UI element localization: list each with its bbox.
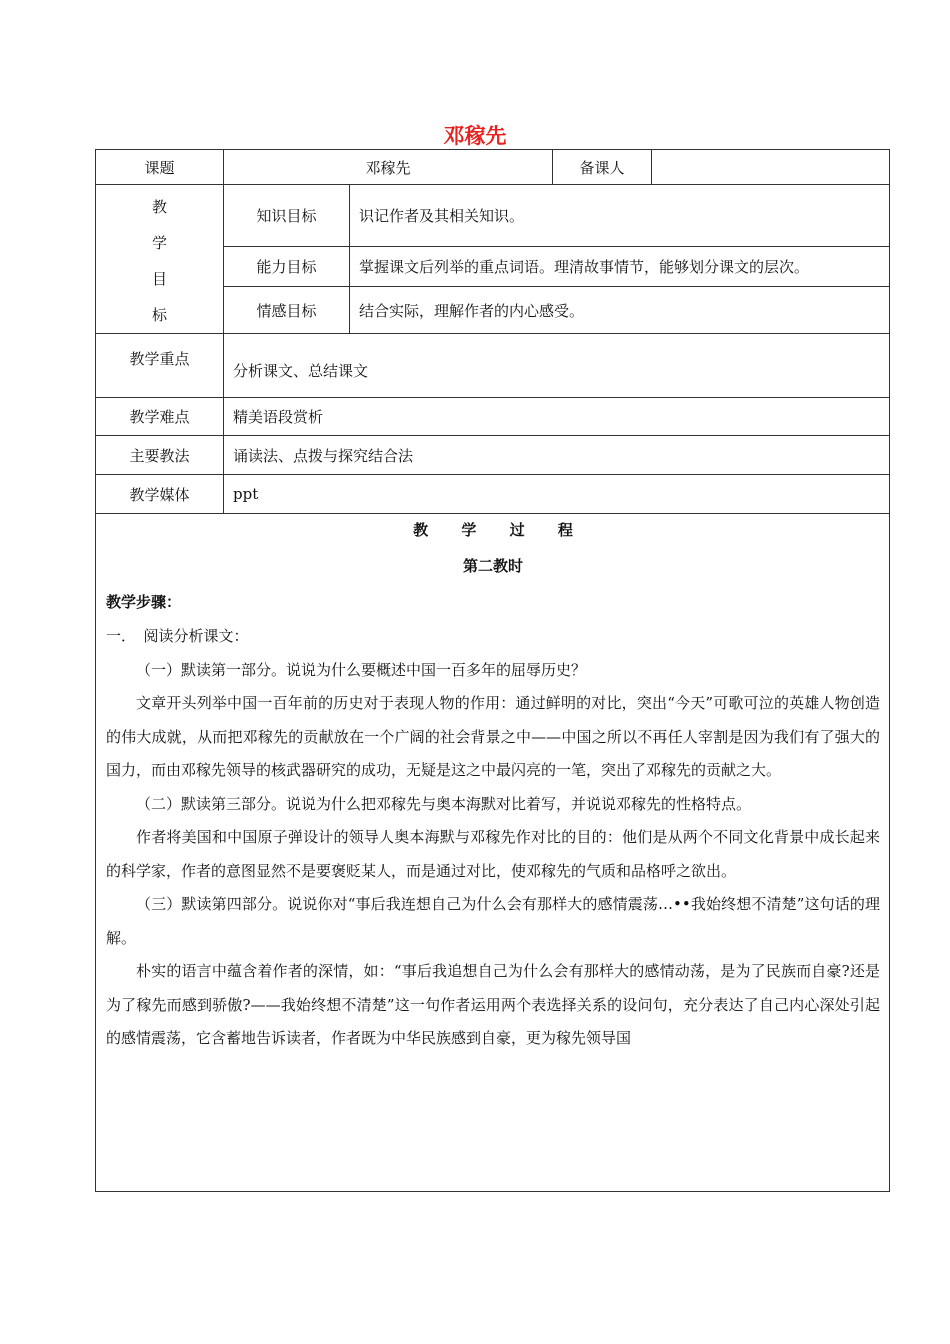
objective-label: 知识目标 [224,185,350,247]
objective-value: 掌握课文后列举的重点词语。理清故事情节，能够划分课文的层次。 [350,247,890,287]
process-paragraph: 文章开头列举中国一百年前的历史对于表现人物的作用：通过鲜明的对比，突出“今天”可歌可泣的英雄人物创造的伟大成就，从而把邓稼先的贡献放在一个广阔的社会背景之中——中国之所以不再任人宰割是因为我们有了强大的国力，而由邓稼先领导的核武器研究的成功，无疑是这之中最闪亮的一笔，突出了邓稼先的贡献之大。 [106,694,881,779]
difficulty-row [96,398,890,436]
preparer-value [652,150,890,185]
page-title: 邓稼先 [443,124,507,148]
focus-label: 教学重点 [96,334,224,398]
period-heading: 第二教时 [463,557,524,575]
process-paragraph: 作者将美国和中国原子弹设计的领导人奥本海默与邓稼先作对比的目的：他们是从两个不同文化背景中成长起来的科学家，作者的意图显然不是要褒贬某人，而是通过对比，使邓稼先的气质和品格呼之欲出。 [106,828,881,880]
objective-row-knowledge [96,185,890,247]
lesson-plan-table [95,149,890,1192]
topic-value: 邓稼先 [224,150,553,185]
process-paragraph: 一． 阅读分析课文： [106,627,249,645]
methods-row [96,436,890,475]
difficulty-label: 教学难点 [96,398,224,436]
preparer-label: 备课人 [553,150,652,185]
process-paragraph: 朴实的语言中蕴含着作者的深情，如：“事后我追想自己为什么会有那样大的感情动荡，是为了民族而自豪?还是为了稼先而感到骄傲?——我始终想不清楚”这一句作者运用两个表选择关系的设问句，充分表达了自己内心深处引起的感情震荡，它含蓄地告诉读者，作者既为中华民族感到自豪，更为稼先领导国 [106,962,881,1047]
topic-label: 课题 [96,150,224,185]
difficulty-value: 精美语段赏析 [224,398,890,436]
process-row [96,514,890,1192]
methods-value: 诵读法、点拨与探究结合法 [224,436,890,475]
process-heading: 教 学 过 程 [413,521,573,539]
methods-label: 主要教法 [96,436,224,475]
objectives-group-label: 教 学 目 标 [96,185,224,334]
media-value: ppt [224,475,890,514]
focus-value: 分析课文、总结课文 [224,334,890,398]
objective-value: 结合实际，理解作者的内心感受。 [350,287,890,334]
process-paragraph: （一）默读第一部分。说说为什么要概述中国一百多年的屈辱历史？ [136,660,587,679]
objective-label: 能力目标 [224,247,350,287]
objective-value: 识记作者及其相关知识。 [350,185,890,247]
media-row [96,475,890,514]
process-cell [96,514,890,1192]
process-paragraph: （二）默读第三部分。说说为什么把邓稼先与奥本海默对比着写，并说说邓稼先的性格特点。 [136,794,752,813]
topic-row [96,150,890,185]
steps-label: 教学步骤： [106,593,182,611]
media-label: 教学媒体 [96,475,224,514]
focus-row [96,334,890,398]
objective-label: 情感目标 [224,287,350,334]
process-paragraph: （三）默读第四部分。说说你对“事后我连想自己为什么会有那样大的感情震荡…••我始终想不清楚”这句话的理解。 [106,895,881,947]
